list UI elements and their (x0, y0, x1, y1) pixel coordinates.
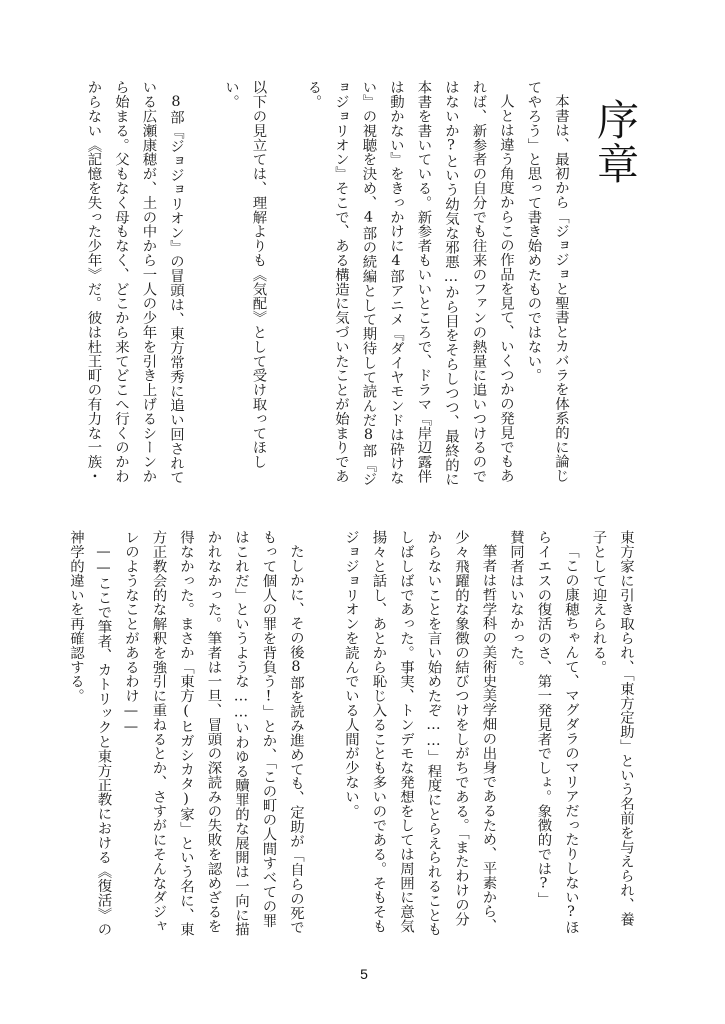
text-line: 得なかった。まさか「東方(ヒガシカタ)家」という名に、東 (178, 530, 194, 937)
text-line: らイエスの復活のさ、第一発見者でしょ。象徴的では?」 (535, 530, 552, 906)
text-line: い。 (223, 80, 239, 109)
text-line: は動かない』をきっかけに4部アニメ『ダイヤモンドは砕けな (388, 80, 404, 485)
text-line: 東方家に引き取られ、「東方定助」という名前を与えられ、養 (618, 530, 634, 926)
text-line: 方正教会的な解釈を強引に重ねるとか、さすがにそんなダジャ (150, 530, 167, 934)
text-line: はこれだ」というような……いわゆる贖罪的な展開は一向に描 (233, 530, 249, 937)
text-line: しばしばであった。事実、トンデモな発想をしては周囲に意気 (398, 530, 414, 934)
text-line: はないか?という幼気な邪悪…から目をそらしつつ、最終的に (443, 80, 459, 487)
text-line: 少々飛躍的な象徴の結びつけをしがちである。「またわけの分 (453, 530, 469, 926)
text-line: からないことを言い始めたぞ……」程度にとらえられることも (425, 530, 442, 937)
chapter-title: 序章 (591, 98, 640, 186)
text-line: れば、新参者の自分でも往来のファンの熱量に追いつけるので (470, 80, 487, 484)
text-line: 筆者は哲学科の美術史美学畑の出身であるため、平素から、 (480, 544, 497, 934)
text-line: 本書を書いている。新参者もいいところで、ドラマ『岸辺露伴 (415, 80, 432, 484)
text-line: 揚々と話し、あとから恥じ入ることも多いのである。そもそも (370, 530, 387, 934)
text-line: ジョジョリオンを読んでいる人間が少ない。 (343, 530, 359, 818)
text-line: ——ここで筆者、カトリックと東方正教における《復活》の (95, 544, 112, 937)
text-line: かれなかった。筆者は一旦、冒頭の深読みの失敗を認めざるを (205, 530, 222, 934)
text-line: 神学的違いを再確認する。 (68, 530, 84, 703)
text-line: 本書は、最初から「ジョジョと聖書とカバラを体系的に論じ (553, 94, 569, 484)
text-line: 賛同者はいなかった。 (508, 530, 524, 674)
text-line: レのようなことがあるわけ—— (123, 530, 139, 735)
text-line: 人とは違う角度からこの作品を見て、いくつかの発見でもあ (498, 94, 514, 484)
blank-line (272, 80, 300, 480)
text-line: ョジョリオン』そこで、ある構造に気づいたことが始まりであ (333, 80, 349, 484)
text-line: ら始まる。父もなく母もなく、どこから来てどこへ行くのかわ (113, 80, 129, 484)
page-number: 5 (360, 966, 368, 982)
text-line: からない《記憶を失った少年》だ。彼は杜王町の有力な一族・ (85, 80, 102, 484)
text-line: もって個人の罪を背負う!」とか、「この町の人間すべての罪 (260, 530, 277, 928)
lower-text-block (62, 530, 640, 950)
text-line: たしかに、その後8部を読み進めても、定助が「自らの死で (288, 544, 304, 935)
text-line: いる広瀬康穂が、土の中から一人の少年を引き上げるシーンか (140, 80, 157, 484)
blank-line (189, 80, 217, 480)
text-line: 「この康穂ちゃんて、マグダラのマリアだったりしない?ほ (563, 544, 579, 935)
text-line: てやろう」と思って書き始めたものではない。 (525, 80, 542, 383)
text-line: 子として迎えられる。 (590, 530, 607, 674)
text-line: 以下の見立ては、理解よりも《気配》として受け取ってほし (250, 80, 267, 469)
text-line: い』の視聴を決め、4部の続編として期待して読んだ8部『ジ (360, 80, 377, 487)
blank-line (309, 530, 337, 950)
text-line: 8部『ジョジョリオン』の冒頭は、東方常秀に追い回されて (168, 94, 184, 485)
text-line: る。 (305, 80, 322, 109)
upper-text-block (79, 80, 574, 487)
